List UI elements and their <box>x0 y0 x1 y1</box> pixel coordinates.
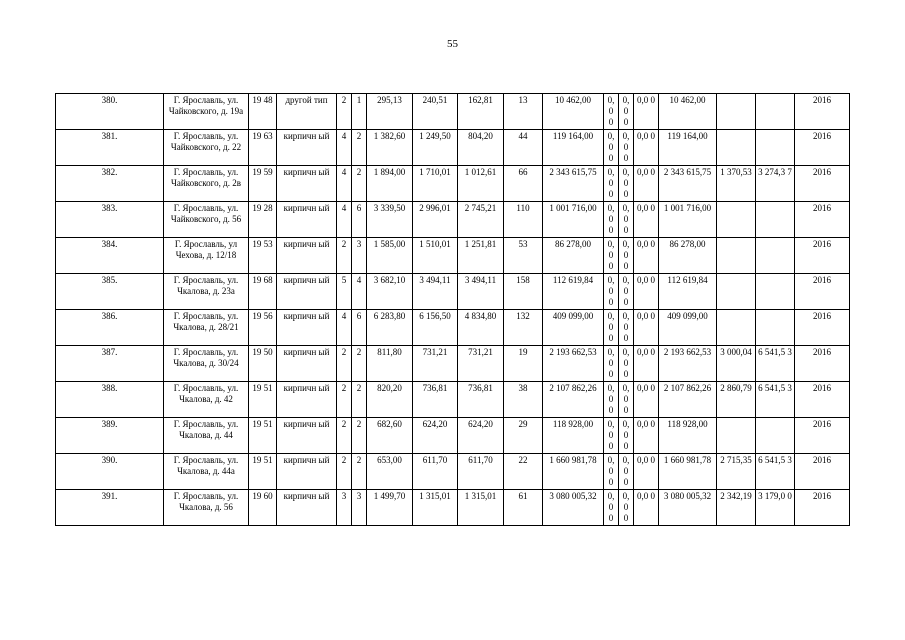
cell-cost-fund: 0, 0 0 <box>604 274 619 310</box>
cell-cost-per-sqm <box>717 130 756 166</box>
cell-total-area: 3 682,10 <box>367 274 413 310</box>
cell-build-year: 19 50 <box>249 346 277 382</box>
cell-row-number: 389. <box>56 418 164 454</box>
cell-floors: 5 <box>337 274 352 310</box>
cell-residents: 19 <box>504 346 543 382</box>
cell-max-cost-per-sqm <box>756 274 795 310</box>
cell-total-cost: 10 462,00 <box>543 94 604 130</box>
cell-build-year: 19 51 <box>249 418 277 454</box>
cell-entrances: 1 <box>352 94 367 130</box>
cell-row-number: 380. <box>56 94 164 130</box>
cell-completion-year: 2016 <box>795 274 850 310</box>
cell-residents: 66 <box>504 166 543 202</box>
cell-total-area: 3 339,50 <box>367 202 413 238</box>
cell-cost-owners: 2 343 615,75 <box>659 166 717 202</box>
table-row <box>56 454 850 490</box>
cell-residential-area: 736,81 <box>413 382 458 418</box>
cell-cost-budget-region: 0, 0 0 <box>619 202 634 238</box>
cell-residents: 29 <box>504 418 543 454</box>
cell-max-cost-per-sqm <box>756 310 795 346</box>
cell-residential-area: 624,20 <box>413 418 458 454</box>
cell-cost-budget-region: 0, 0 0 <box>619 310 634 346</box>
cell-residents: 110 <box>504 202 543 238</box>
cell-cost-per-sqm: 2 715,35 <box>717 454 756 490</box>
cell-build-year: 19 63 <box>249 130 277 166</box>
cell-cost-fund: 0, 0 0 <box>604 238 619 274</box>
table-row <box>56 166 850 202</box>
cell-cost-owners: 1 660 981,78 <box>659 454 717 490</box>
cell-row-number: 384. <box>56 238 164 274</box>
cell-total-cost: 1 001 716,00 <box>543 202 604 238</box>
cell-entrances: 3 <box>352 490 367 526</box>
cell-cost-budget-local: 0,0 0 <box>634 238 659 274</box>
cell-cost-fund: 0, 0 0 <box>604 490 619 526</box>
cell-floors: 2 <box>337 382 352 418</box>
cell-build-year: 19 59 <box>249 166 277 202</box>
cell-cost-budget-region: 0, 0 0 <box>619 346 634 382</box>
cell-wall-material: кирпичн ый <box>277 166 337 202</box>
cell-residents: 44 <box>504 130 543 166</box>
cell-wall-material: кирпичн ый <box>277 418 337 454</box>
cell-total-area: 6 283,80 <box>367 310 413 346</box>
cell-build-year: 19 28 <box>249 202 277 238</box>
cell-address: Г. Ярославль, ул. Чкалова, д. 44а <box>164 454 249 490</box>
table-row <box>56 130 850 166</box>
cell-address: Г. Ярославль, ул. Чкалова, д. 44 <box>164 418 249 454</box>
cell-wall-material: кирпичн ый <box>277 238 337 274</box>
cell-total-area: 1 585,00 <box>367 238 413 274</box>
cell-total-cost: 119 164,00 <box>543 130 604 166</box>
cell-cost-per-sqm: 2 860,79 <box>717 382 756 418</box>
cell-residents: 22 <box>504 454 543 490</box>
cell-address: Г. Ярославль, ул Чехова, д. 12/18 <box>164 238 249 274</box>
cell-max-cost-per-sqm: 3 179,0 0 <box>756 490 795 526</box>
cell-address: Г. Ярославль, ул. Чайковского, д. 22 <box>164 130 249 166</box>
cell-completion-year: 2016 <box>795 490 850 526</box>
cell-residential-area: 3 494,11 <box>413 274 458 310</box>
cell-max-cost-per-sqm <box>756 202 795 238</box>
cell-floors: 4 <box>337 310 352 346</box>
cell-cost-budget-region: 0, 0 0 <box>619 238 634 274</box>
cell-cost-per-sqm <box>717 202 756 238</box>
cell-private-area: 3 494,11 <box>458 274 504 310</box>
cell-max-cost-per-sqm <box>756 418 795 454</box>
cell-residents: 38 <box>504 382 543 418</box>
cell-max-cost-per-sqm <box>756 238 795 274</box>
cell-completion-year: 2016 <box>795 94 850 130</box>
cell-private-area: 1 315,01 <box>458 490 504 526</box>
cell-cost-owners: 112 619,84 <box>659 274 717 310</box>
cell-build-year: 19 56 <box>249 310 277 346</box>
cell-completion-year: 2016 <box>795 454 850 490</box>
cell-completion-year: 2016 <box>795 166 850 202</box>
cell-private-area: 1 012,61 <box>458 166 504 202</box>
cell-cost-budget-local: 0,0 0 <box>634 274 659 310</box>
cell-cost-owners: 2 193 662,53 <box>659 346 717 382</box>
cell-cost-owners: 10 462,00 <box>659 94 717 130</box>
cell-cost-fund: 0, 0 0 <box>604 310 619 346</box>
cell-build-year: 19 60 <box>249 490 277 526</box>
cell-total-cost: 1 660 981,78 <box>543 454 604 490</box>
cell-entrances: 2 <box>352 454 367 490</box>
cell-cost-per-sqm <box>717 310 756 346</box>
table-row <box>56 94 850 130</box>
cell-address: Г. Ярославль, ул. Чкалова, д. 28/21 <box>164 310 249 346</box>
cell-total-cost: 112 619,84 <box>543 274 604 310</box>
cell-residents: 132 <box>504 310 543 346</box>
cell-cost-per-sqm <box>717 94 756 130</box>
cell-max-cost-per-sqm: 3 274,3 7 <box>756 166 795 202</box>
cell-floors: 2 <box>337 418 352 454</box>
cell-cost-owners: 118 928,00 <box>659 418 717 454</box>
cell-residential-area: 1 315,01 <box>413 490 458 526</box>
cell-row-number: 382. <box>56 166 164 202</box>
cell-residential-area: 611,70 <box>413 454 458 490</box>
cell-cost-budget-region: 0, 0 0 <box>619 274 634 310</box>
table-row <box>56 202 850 238</box>
cell-residential-area: 1 249,50 <box>413 130 458 166</box>
cell-residential-area: 240,51 <box>413 94 458 130</box>
cell-total-area: 1 382,60 <box>367 130 413 166</box>
cell-cost-budget-region: 0, 0 0 <box>619 130 634 166</box>
cell-cost-owners: 3 080 005,32 <box>659 490 717 526</box>
cell-floors: 4 <box>337 202 352 238</box>
cell-cost-fund: 0, 0 0 <box>604 202 619 238</box>
cell-cost-owners: 1 001 716,00 <box>659 202 717 238</box>
cell-address: Г. Ярославль, ул. Чайковского, д. 56 <box>164 202 249 238</box>
cell-total-cost: 2 193 662,53 <box>543 346 604 382</box>
cell-cost-fund: 0, 0 0 <box>604 346 619 382</box>
cell-floors: 3 <box>337 490 352 526</box>
cell-total-cost: 3 080 005,32 <box>543 490 604 526</box>
cell-private-area: 736,81 <box>458 382 504 418</box>
cell-floors: 2 <box>337 346 352 382</box>
cell-build-year: 19 68 <box>249 274 277 310</box>
cell-private-area: 2 745,21 <box>458 202 504 238</box>
cell-cost-budget-region: 0, 0 0 <box>619 490 634 526</box>
cell-max-cost-per-sqm: 6 541,5 3 <box>756 382 795 418</box>
cell-residents: 61 <box>504 490 543 526</box>
cell-total-cost: 2 343 615,75 <box>543 166 604 202</box>
cell-wall-material: кирпичн ый <box>277 130 337 166</box>
cell-cost-budget-region: 0, 0 0 <box>619 166 634 202</box>
registry-body <box>56 94 850 526</box>
cell-floors: 2 <box>337 454 352 490</box>
cell-cost-budget-local: 0,0 0 <box>634 166 659 202</box>
cell-total-cost: 409 099,00 <box>543 310 604 346</box>
cell-entrances: 2 <box>352 418 367 454</box>
cell-total-area: 820,20 <box>367 382 413 418</box>
cell-wall-material: другой тип <box>277 94 337 130</box>
cell-residents: 13 <box>504 94 543 130</box>
cell-completion-year: 2016 <box>795 382 850 418</box>
cell-private-area: 804,20 <box>458 130 504 166</box>
cell-cost-budget-local: 0,0 0 <box>634 490 659 526</box>
cell-private-area: 731,21 <box>458 346 504 382</box>
cell-private-area: 624,20 <box>458 418 504 454</box>
table-row <box>56 382 850 418</box>
cell-completion-year: 2016 <box>795 346 850 382</box>
cell-build-year: 19 51 <box>249 454 277 490</box>
cell-cost-fund: 0, 0 0 <box>604 382 619 418</box>
cell-cost-budget-local: 0,0 0 <box>634 202 659 238</box>
cell-cost-budget-local: 0,0 0 <box>634 346 659 382</box>
cell-total-area: 1 499,70 <box>367 490 413 526</box>
cell-cost-fund: 0, 0 0 <box>604 94 619 130</box>
cell-row-number: 387. <box>56 346 164 382</box>
cell-private-area: 1 251,81 <box>458 238 504 274</box>
cell-wall-material: кирпичн ый <box>277 382 337 418</box>
cell-total-area: 1 894,00 <box>367 166 413 202</box>
cell-cost-fund: 0, 0 0 <box>604 418 619 454</box>
cell-max-cost-per-sqm <box>756 94 795 130</box>
cell-max-cost-per-sqm <box>756 130 795 166</box>
cell-wall-material: кирпичн ый <box>277 202 337 238</box>
cell-cost-fund: 0, 0 0 <box>604 454 619 490</box>
cell-cost-budget-local: 0,0 0 <box>634 310 659 346</box>
cell-total-cost: 86 278,00 <box>543 238 604 274</box>
table-row <box>56 346 850 382</box>
cell-address: Г. Ярославль, ул. Чкалова, д. 56 <box>164 490 249 526</box>
cell-row-number: 388. <box>56 382 164 418</box>
cell-completion-year: 2016 <box>795 130 850 166</box>
cell-cost-budget-local: 0,0 0 <box>634 130 659 166</box>
cell-address: Г. Ярославль, ул. Чайковского, д. 2в <box>164 166 249 202</box>
cell-cost-budget-region: 0, 0 0 <box>619 418 634 454</box>
cell-completion-year: 2016 <box>795 202 850 238</box>
table-row <box>56 490 850 526</box>
cell-row-number: 383. <box>56 202 164 238</box>
table-row <box>56 274 850 310</box>
cell-total-area: 811,80 <box>367 346 413 382</box>
cell-entrances: 2 <box>352 166 367 202</box>
cell-residential-area: 1 510,01 <box>413 238 458 274</box>
cell-cost-per-sqm: 1 370,53 <box>717 166 756 202</box>
cell-total-area: 653,00 <box>367 454 413 490</box>
cell-cost-budget-local: 0,0 0 <box>634 94 659 130</box>
cell-floors: 2 <box>337 94 352 130</box>
cell-entrances: 4 <box>352 274 367 310</box>
cell-wall-material: кирпичн ый <box>277 454 337 490</box>
table-row <box>56 238 850 274</box>
cell-entrances: 3 <box>352 238 367 274</box>
cell-residents: 53 <box>504 238 543 274</box>
cell-row-number: 381. <box>56 130 164 166</box>
cell-cost-fund: 0, 0 0 <box>604 166 619 202</box>
cell-address: Г. Ярославль, ул. Чкалова, д. 23а <box>164 274 249 310</box>
cell-cost-fund: 0, 0 0 <box>604 130 619 166</box>
cell-private-area: 4 834,80 <box>458 310 504 346</box>
cell-cost-budget-local: 0,0 0 <box>634 454 659 490</box>
cell-residents: 158 <box>504 274 543 310</box>
cell-floors: 4 <box>337 166 352 202</box>
table-row <box>56 310 850 346</box>
cell-private-area: 162,81 <box>458 94 504 130</box>
cell-cost-owners: 2 107 862,26 <box>659 382 717 418</box>
cell-cost-budget-region: 0, 0 0 <box>619 94 634 130</box>
cell-cost-per-sqm <box>717 418 756 454</box>
table-row <box>56 418 850 454</box>
cell-cost-per-sqm <box>717 274 756 310</box>
cell-cost-owners: 409 099,00 <box>659 310 717 346</box>
cell-floors: 2 <box>337 238 352 274</box>
cell-max-cost-per-sqm: 6 541,5 3 <box>756 454 795 490</box>
cell-cost-budget-local: 0,0 0 <box>634 382 659 418</box>
cell-wall-material: кирпичн ый <box>277 274 337 310</box>
cell-residential-area: 2 996,01 <box>413 202 458 238</box>
cell-total-area: 682,60 <box>367 418 413 454</box>
cell-total-cost: 2 107 862,26 <box>543 382 604 418</box>
cell-cost-budget-region: 0, 0 0 <box>619 382 634 418</box>
cell-entrances: 6 <box>352 202 367 238</box>
cell-private-area: 611,70 <box>458 454 504 490</box>
cell-residential-area: 1 710,01 <box>413 166 458 202</box>
cell-cost-owners: 86 278,00 <box>659 238 717 274</box>
cell-build-year: 19 53 <box>249 238 277 274</box>
cell-cost-owners: 119 164,00 <box>659 130 717 166</box>
cell-residential-area: 731,21 <box>413 346 458 382</box>
cell-residential-area: 6 156,50 <box>413 310 458 346</box>
cell-entrances: 6 <box>352 310 367 346</box>
housing-registry-table <box>55 93 850 526</box>
cell-cost-per-sqm: 2 342,19 <box>717 490 756 526</box>
cell-entrances: 2 <box>352 346 367 382</box>
cell-wall-material: кирпичн ый <box>277 346 337 382</box>
cell-max-cost-per-sqm: 6 541,5 3 <box>756 346 795 382</box>
cell-total-area: 295,13 <box>367 94 413 130</box>
cell-cost-budget-local: 0,0 0 <box>634 418 659 454</box>
cell-address: Г. Ярославль, ул. Чкалова, д. 42 <box>164 382 249 418</box>
cell-floors: 4 <box>337 130 352 166</box>
cell-build-year: 19 51 <box>249 382 277 418</box>
cell-build-year: 19 48 <box>249 94 277 130</box>
cell-address: Г. Ярославль, ул. Чайковского, д. 19а <box>164 94 249 130</box>
cell-address: Г. Ярославль, ул. Чкалова, д. 30/24 <box>164 346 249 382</box>
cell-row-number: 386. <box>56 310 164 346</box>
cell-row-number: 391. <box>56 490 164 526</box>
cell-completion-year: 2016 <box>795 418 850 454</box>
cell-row-number: 385. <box>56 274 164 310</box>
cell-cost-per-sqm: 3 000,04 <box>717 346 756 382</box>
cell-completion-year: 2016 <box>795 310 850 346</box>
cell-entrances: 2 <box>352 130 367 166</box>
cell-wall-material: кирпичн ый <box>277 310 337 346</box>
cell-row-number: 390. <box>56 454 164 490</box>
cell-cost-per-sqm <box>717 238 756 274</box>
cell-completion-year: 2016 <box>795 238 850 274</box>
cell-entrances: 2 <box>352 382 367 418</box>
cell-wall-material: кирпичн ый <box>277 490 337 526</box>
cell-cost-budget-region: 0, 0 0 <box>619 454 634 490</box>
cell-total-cost: 118 928,00 <box>543 418 604 454</box>
page-number: 55 <box>447 38 458 50</box>
